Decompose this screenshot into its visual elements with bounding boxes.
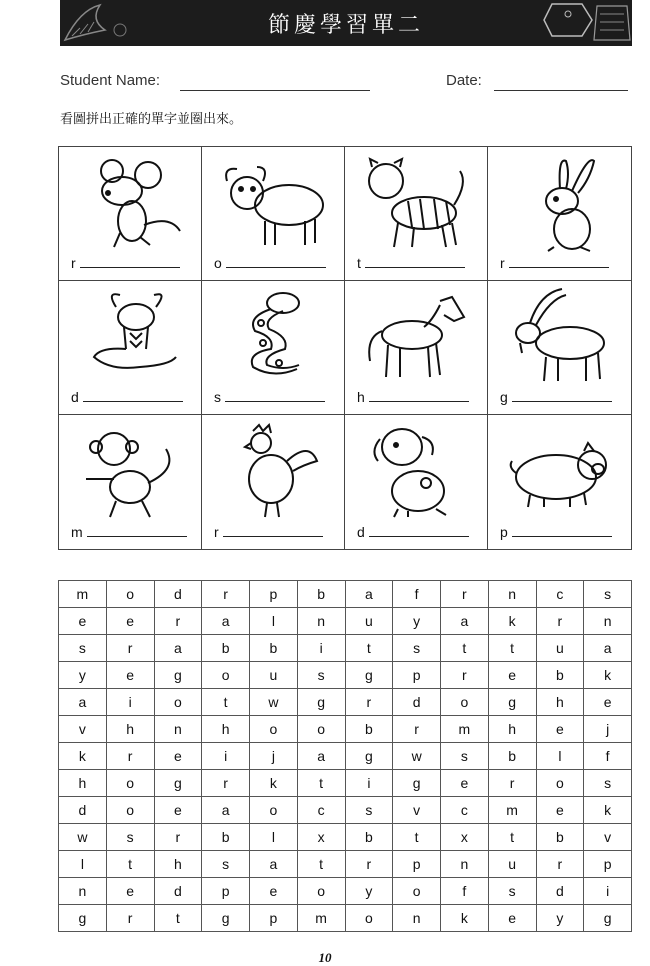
word-search-row bbox=[59, 716, 632, 743]
letter-cell[interactable]: a bbox=[441, 608, 489, 635]
letter-cell[interactable]: r bbox=[106, 905, 154, 932]
letter-cell[interactable]: a bbox=[59, 689, 107, 716]
letter-cell[interactable]: r bbox=[536, 608, 584, 635]
letter-cell[interactable]: o bbox=[106, 581, 154, 608]
letter-cell[interactable]: b bbox=[488, 743, 536, 770]
first-letter: t bbox=[357, 255, 361, 271]
answer-blank[interactable] bbox=[365, 266, 465, 268]
letter-cell[interactable]: x bbox=[297, 824, 345, 851]
picture-cell bbox=[345, 147, 488, 281]
letter-cell[interactable]: s bbox=[584, 581, 632, 608]
letter-cell[interactable]: h bbox=[59, 770, 107, 797]
letter-cell[interactable]: s bbox=[584, 770, 632, 797]
letter-cell[interactable]: y bbox=[59, 662, 107, 689]
letter-cell[interactable]: u bbox=[250, 662, 298, 689]
letter-cell[interactable]: m bbox=[59, 581, 107, 608]
letter-cell[interactable]: p bbox=[393, 851, 441, 878]
letter-cell[interactable]: n bbox=[441, 851, 489, 878]
letter-cell[interactable]: e bbox=[106, 662, 154, 689]
answer-blank[interactable] bbox=[80, 266, 180, 268]
letter-cell[interactable]: g bbox=[154, 770, 202, 797]
picture-cell bbox=[345, 281, 488, 415]
lantern-decoration-icon bbox=[542, 0, 632, 46]
letter-cell[interactable]: a bbox=[202, 608, 250, 635]
first-letter: h bbox=[357, 389, 365, 405]
letter-cell[interactable]: b bbox=[202, 635, 250, 662]
word-search-row bbox=[59, 797, 632, 824]
word-search-row bbox=[59, 635, 632, 662]
date-label: Date: bbox=[446, 72, 482, 89]
letter-cell[interactable]: o bbox=[106, 797, 154, 824]
word-search-row bbox=[59, 608, 632, 635]
letter-cell[interactable]: d bbox=[59, 797, 107, 824]
answer-blank[interactable] bbox=[87, 535, 187, 537]
letter-cell[interactable]: s bbox=[297, 662, 345, 689]
letter-cell[interactable]: n bbox=[488, 581, 536, 608]
letter-cell[interactable]: o bbox=[250, 716, 298, 743]
letter-cell[interactable]: p bbox=[393, 662, 441, 689]
letter-cell[interactable]: r bbox=[488, 770, 536, 797]
letter-cell[interactable]: d bbox=[393, 689, 441, 716]
letter-cell[interactable]: h bbox=[154, 851, 202, 878]
letter-cell[interactable]: t bbox=[154, 905, 202, 932]
letter-cell[interactable]: d bbox=[154, 878, 202, 905]
letter-cell[interactable]: h bbox=[488, 716, 536, 743]
first-letter: g bbox=[500, 389, 508, 405]
letter-cell[interactable]: t bbox=[345, 635, 393, 662]
word-search-grid bbox=[58, 580, 632, 932]
word-search-row bbox=[59, 878, 632, 905]
rabbit-icon bbox=[500, 153, 620, 257]
letter-cell[interactable]: u bbox=[345, 608, 393, 635]
word-search-row bbox=[59, 905, 632, 932]
letter-cell[interactable]: k bbox=[250, 770, 298, 797]
letter-cell[interactable]: j bbox=[584, 716, 632, 743]
picture-grid bbox=[58, 146, 632, 550]
dog-icon bbox=[356, 421, 476, 525]
letter-cell[interactable]: i bbox=[345, 770, 393, 797]
letter-cell[interactable]: t bbox=[441, 635, 489, 662]
rat-icon bbox=[70, 153, 190, 257]
letter-cell[interactable]: n bbox=[297, 608, 345, 635]
letter-cell[interactable]: e bbox=[488, 662, 536, 689]
letter-cell[interactable]: n bbox=[154, 716, 202, 743]
letter-cell[interactable]: r bbox=[154, 608, 202, 635]
letter-cell[interactable]: r bbox=[202, 581, 250, 608]
first-letter: d bbox=[357, 524, 365, 540]
first-letter: s bbox=[214, 389, 221, 405]
letter-cell[interactable]: j bbox=[250, 743, 298, 770]
letter-cell[interactable]: p bbox=[202, 878, 250, 905]
letter-cell[interactable]: b bbox=[536, 824, 584, 851]
goat-icon bbox=[500, 287, 620, 391]
rooster-icon bbox=[213, 421, 333, 525]
letter-cell[interactable]: w bbox=[59, 824, 107, 851]
letter-cell[interactable]: r bbox=[154, 824, 202, 851]
student-name-field[interactable] bbox=[180, 90, 370, 91]
answer-blank[interactable] bbox=[369, 400, 469, 402]
first-letter: d bbox=[71, 389, 79, 405]
letter-cell[interactable]: g bbox=[202, 905, 250, 932]
letter-cell[interactable]: e bbox=[154, 743, 202, 770]
picture-cell bbox=[488, 281, 631, 415]
letter-cell[interactable]: f bbox=[441, 878, 489, 905]
letter-cell[interactable]: b bbox=[345, 824, 393, 851]
letter-cell[interactable]: g bbox=[345, 743, 393, 770]
letter-cell[interactable]: o bbox=[297, 716, 345, 743]
letter-cell[interactable]: i bbox=[297, 635, 345, 662]
letter-cell[interactable]: g bbox=[345, 662, 393, 689]
picture-cell bbox=[202, 415, 345, 549]
word-search-row bbox=[59, 689, 632, 716]
first-letter: p bbox=[500, 524, 508, 540]
letter-cell[interactable]: r bbox=[106, 635, 154, 662]
letter-cell[interactable]: k bbox=[584, 662, 632, 689]
ox-icon bbox=[213, 153, 333, 257]
letter-cell[interactable]: k bbox=[59, 743, 107, 770]
answer-blank[interactable] bbox=[226, 266, 326, 268]
letter-cell[interactable]: v bbox=[584, 824, 632, 851]
letter-cell[interactable]: k bbox=[488, 608, 536, 635]
answer-blank[interactable] bbox=[512, 400, 612, 402]
letter-cell[interactable]: s bbox=[488, 878, 536, 905]
letter-cell[interactable]: r bbox=[106, 743, 154, 770]
letter-cell[interactable]: w bbox=[393, 743, 441, 770]
picture-cell bbox=[488, 147, 631, 281]
letter-cell[interactable]: h bbox=[536, 689, 584, 716]
letter-cell[interactable]: u bbox=[488, 851, 536, 878]
letter-cell[interactable]: g bbox=[297, 689, 345, 716]
letter-cell[interactable]: o bbox=[393, 878, 441, 905]
page-number: 10 bbox=[318, 950, 332, 965]
first-letter: o bbox=[214, 255, 222, 271]
letter-cell[interactable]: s bbox=[393, 635, 441, 662]
letter-cell[interactable]: e bbox=[59, 608, 107, 635]
letter-cell[interactable]: r bbox=[345, 689, 393, 716]
letter-cell[interactable]: s bbox=[202, 851, 250, 878]
letter-cell[interactable]: a bbox=[297, 743, 345, 770]
letter-cell[interactable]: r bbox=[393, 716, 441, 743]
letter-cell[interactable]: m bbox=[488, 797, 536, 824]
student-name-label: Student Name: bbox=[60, 72, 161, 89]
letter-cell[interactable]: n bbox=[584, 608, 632, 635]
letter-cell[interactable]: o bbox=[154, 689, 202, 716]
letter-cell[interactable]: a bbox=[202, 797, 250, 824]
letter-cell[interactable]: v bbox=[59, 716, 107, 743]
letter-cell[interactable]: s bbox=[59, 635, 107, 662]
letter-cell[interactable]: r bbox=[202, 770, 250, 797]
picture-cell bbox=[202, 147, 345, 281]
word-search-row bbox=[59, 824, 632, 851]
letter-cell[interactable]: k bbox=[584, 797, 632, 824]
letter-cell[interactable]: e bbox=[106, 608, 154, 635]
first-letter: m bbox=[71, 524, 83, 540]
letter-cell[interactable]: t bbox=[297, 851, 345, 878]
letter-cell[interactable]: g bbox=[393, 770, 441, 797]
first-letter: r bbox=[71, 255, 76, 271]
word-search-row bbox=[59, 770, 632, 797]
letter-cell[interactable]: y bbox=[345, 878, 393, 905]
letter-cell[interactable]: r bbox=[441, 662, 489, 689]
picture-cell bbox=[202, 281, 345, 415]
title-banner bbox=[60, 0, 632, 46]
dragon-icon bbox=[70, 287, 190, 391]
horse-icon bbox=[356, 287, 476, 391]
first-letter: r bbox=[214, 524, 219, 540]
letter-cell[interactable]: l bbox=[250, 824, 298, 851]
picture-cell bbox=[59, 147, 202, 281]
letter-cell[interactable]: f bbox=[584, 743, 632, 770]
letter-cell[interactable]: g bbox=[59, 905, 107, 932]
letter-cell[interactable]: o bbox=[536, 770, 584, 797]
monkey-icon bbox=[70, 421, 190, 525]
letter-cell[interactable]: a bbox=[250, 851, 298, 878]
letter-cell[interactable]: a bbox=[584, 635, 632, 662]
letter-cell[interactable]: i bbox=[202, 743, 250, 770]
letter-cell[interactable]: i bbox=[106, 689, 154, 716]
letter-cell[interactable]: a bbox=[345, 581, 393, 608]
letter-cell[interactable]: h bbox=[106, 716, 154, 743]
picture-cell bbox=[488, 415, 631, 549]
letter-cell[interactable]: a bbox=[154, 635, 202, 662]
letter-cell[interactable]: p bbox=[584, 851, 632, 878]
tiger-icon bbox=[356, 153, 476, 257]
answer-blank[interactable] bbox=[512, 535, 612, 537]
letter-cell[interactable]: e bbox=[536, 797, 584, 824]
letter-cell[interactable]: r bbox=[345, 851, 393, 878]
letter-cell[interactable]: i bbox=[584, 878, 632, 905]
letter-cell[interactable]: o bbox=[345, 905, 393, 932]
letter-cell[interactable]: x bbox=[441, 824, 489, 851]
letter-cell[interactable]: u bbox=[536, 635, 584, 662]
word-search-row bbox=[59, 743, 632, 770]
letter-cell[interactable]: y bbox=[393, 608, 441, 635]
letter-cell[interactable]: c bbox=[536, 581, 584, 608]
word-search-row bbox=[59, 581, 632, 608]
word-search-row bbox=[59, 851, 632, 878]
letter-cell[interactable]: b bbox=[536, 662, 584, 689]
pig-icon bbox=[500, 421, 620, 525]
picture-cell bbox=[345, 415, 488, 549]
letter-cell[interactable]: b bbox=[297, 581, 345, 608]
letter-cell[interactable]: b bbox=[345, 716, 393, 743]
letter-cell[interactable]: o bbox=[106, 770, 154, 797]
letter-cell[interactable]: v bbox=[393, 797, 441, 824]
letter-cell[interactable]: s bbox=[441, 743, 489, 770]
letter-cell[interactable]: l bbox=[59, 851, 107, 878]
date-field[interactable] bbox=[494, 90, 628, 91]
letter-cell[interactable]: d bbox=[154, 581, 202, 608]
letter-cell[interactable]: t bbox=[297, 770, 345, 797]
letter-cell[interactable]: o bbox=[441, 689, 489, 716]
letter-cell[interactable]: r bbox=[441, 581, 489, 608]
letter-cell[interactable]: g bbox=[584, 905, 632, 932]
letter-cell[interactable]: p bbox=[250, 581, 298, 608]
answer-blank[interactable] bbox=[225, 400, 325, 402]
letter-cell[interactable]: o bbox=[297, 878, 345, 905]
letter-cell[interactable]: t bbox=[488, 635, 536, 662]
letter-cell[interactable]: c bbox=[441, 797, 489, 824]
picture-cell bbox=[59, 281, 202, 415]
letter-cell[interactable]: f bbox=[393, 581, 441, 608]
letter-cell[interactable]: s bbox=[106, 824, 154, 851]
answer-blank[interactable] bbox=[369, 535, 469, 537]
letter-cell[interactable]: o bbox=[250, 797, 298, 824]
letter-cell[interactable]: g bbox=[154, 662, 202, 689]
letter-cell[interactable]: e bbox=[488, 905, 536, 932]
letter-cell[interactable]: t bbox=[488, 824, 536, 851]
page-title: 節慶學習單二 bbox=[267, 13, 424, 38]
instruction-text: 看圖拼出正確的單字並圈出來。 bbox=[60, 112, 243, 127]
letter-cell[interactable]: h bbox=[202, 716, 250, 743]
letter-cell[interactable]: o bbox=[202, 662, 250, 689]
letter-cell[interactable]: m bbox=[441, 716, 489, 743]
letter-cell[interactable]: g bbox=[488, 689, 536, 716]
letter-cell[interactable]: s bbox=[345, 797, 393, 824]
letter-cell[interactable]: e bbox=[536, 716, 584, 743]
letter-cell[interactable]: n bbox=[393, 905, 441, 932]
letter-cell[interactable]: c bbox=[297, 797, 345, 824]
picture-cell bbox=[59, 415, 202, 549]
letter-cell[interactable]: b bbox=[250, 635, 298, 662]
letter-cell[interactable]: n bbox=[59, 878, 107, 905]
letter-cell[interactable]: b bbox=[202, 824, 250, 851]
letter-cell[interactable]: t bbox=[202, 689, 250, 716]
letter-cell[interactable]: e bbox=[584, 689, 632, 716]
letter-cell[interactable]: e bbox=[250, 878, 298, 905]
answer-blank[interactable] bbox=[223, 535, 323, 537]
letter-cell[interactable]: t bbox=[393, 824, 441, 851]
letter-cell[interactable]: e bbox=[106, 878, 154, 905]
word-search-row bbox=[59, 662, 632, 689]
letter-cell[interactable]: m bbox=[297, 905, 345, 932]
letter-cell[interactable]: t bbox=[106, 851, 154, 878]
letter-cell[interactable]: l bbox=[536, 743, 584, 770]
letter-cell[interactable]: p bbox=[250, 905, 298, 932]
letter-cell[interactable]: l bbox=[250, 608, 298, 635]
letter-cell[interactable]: k bbox=[441, 905, 489, 932]
snake-icon bbox=[213, 287, 333, 391]
answer-blank[interactable] bbox=[509, 266, 609, 268]
letter-cell[interactable]: w bbox=[250, 689, 298, 716]
answer-blank[interactable] bbox=[83, 400, 183, 402]
letter-cell[interactable]: r bbox=[536, 851, 584, 878]
letter-cell[interactable]: e bbox=[441, 770, 489, 797]
first-letter: r bbox=[500, 255, 505, 271]
letter-cell[interactable]: e bbox=[154, 797, 202, 824]
letter-cell[interactable]: d bbox=[536, 878, 584, 905]
letter-cell[interactable]: y bbox=[536, 905, 584, 932]
